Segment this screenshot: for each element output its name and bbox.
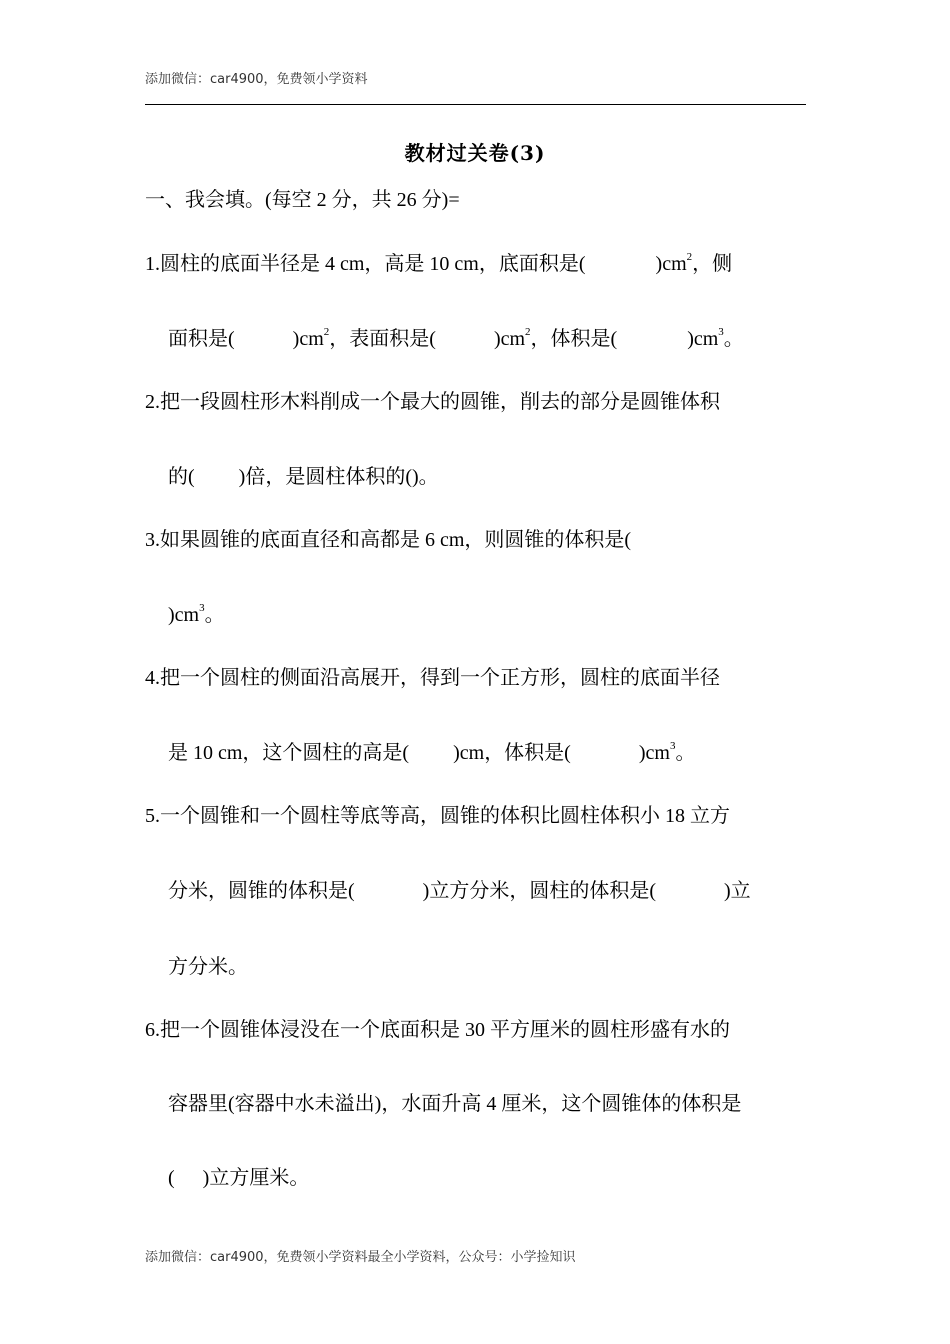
q1-sup-1: 2 (686, 251, 693, 264)
page-footer-text: 添加微信：car4900，免费领小学资料最全小学资料，公众号：小学捡知识 (145, 1250, 576, 1265)
q1-text-d: 面积是( (168, 328, 235, 350)
q2-text-a: 的( (168, 466, 195, 488)
question-6-line-3 (168, 1164, 309, 1192)
q5-text-a: 分米，圆锥的体积是( (168, 880, 355, 902)
q3-text-a: )cm (168, 604, 200, 626)
question-5-line-1: 5.一个圆锥和一个圆柱等底等高，圆锥的体积比圆柱体积小 18 立方 (145, 805, 730, 827)
question-4-line-2 (168, 739, 695, 767)
q2-text-b: )倍，是圆柱体积的()。 (238, 466, 439, 488)
question-5-line-2 (168, 877, 751, 905)
question-5-line-3: 方分米。 (168, 956, 248, 978)
question-6-line-2: 容器里(容器中水未溢出)，水面升高 4 厘米，这个圆锥体的体积是 (168, 1093, 742, 1115)
question-3-line-2 (168, 601, 225, 629)
q5-text-c: )立 (724, 880, 751, 902)
q1-sup-4: 3 (718, 326, 724, 339)
question-6-line-1: 6.把一个圆锥体浸没在一个底面积是 30 平方厘米的圆柱形盛有水的 (145, 1019, 730, 1041)
question-1-line-2 (168, 325, 744, 353)
q1-text-f: ，表面积是( (329, 328, 436, 350)
q6-text-a: ( (168, 1167, 175, 1189)
q1-text-g: )cm (493, 328, 526, 350)
q3-text-b: 。 (204, 604, 225, 626)
q1-text-e: )cm (292, 328, 324, 350)
q4-sup: 3 (669, 740, 676, 753)
page-title: 教材过关卷(3) (404, 141, 546, 165)
q4-text-b: )cm，体积是( (453, 742, 571, 764)
question-3-line-1: 3.如果圆锥的底面直径和高都是 6 cm，则圆锥的体积是( (145, 529, 632, 551)
q3-sup: 3 (199, 602, 205, 615)
q1-text-i: )cm (687, 328, 719, 350)
q1-text-b: )cm (655, 253, 687, 275)
q4-text-d: 。 (675, 742, 696, 764)
q1-text-j: 。 (723, 328, 744, 350)
q1-text-h: ，体积是( (530, 328, 618, 350)
q1-sup-2: 2 (323, 326, 330, 339)
question-4-line-1: 4.把一个圆柱的侧面沿高展开，得到一个正方形，圆柱的底面半径 (145, 667, 720, 689)
q4-text-a: 是 10 cm，这个圆柱的高是( (168, 742, 410, 764)
q1-sup-3: 2 (525, 326, 531, 339)
q1-text-a: 1.圆柱的底面半径是 4 cm，高是 10 cm，底面积是( (145, 253, 586, 275)
section-heading: 一、我会填。(每空 2 分，共 26 分)= (145, 189, 460, 211)
question-2-line-2 (168, 463, 439, 491)
q6-text-b: )立方厘米。 (202, 1167, 310, 1189)
q1-text-c: ，侧 (692, 253, 733, 275)
q5-text-b: )立方分米，圆柱的体积是( (422, 880, 656, 902)
q4-text-c: )cm (638, 742, 670, 764)
question-1-line-1 (145, 250, 732, 278)
header-divider (145, 104, 806, 105)
question-2-line-1: 2.把一段圆柱形木料削成一个最大的圆锥，削去的部分是圆锥体积 (145, 391, 720, 413)
page-header-text: 添加微信：car4900，免费领小学资料 (145, 72, 368, 87)
